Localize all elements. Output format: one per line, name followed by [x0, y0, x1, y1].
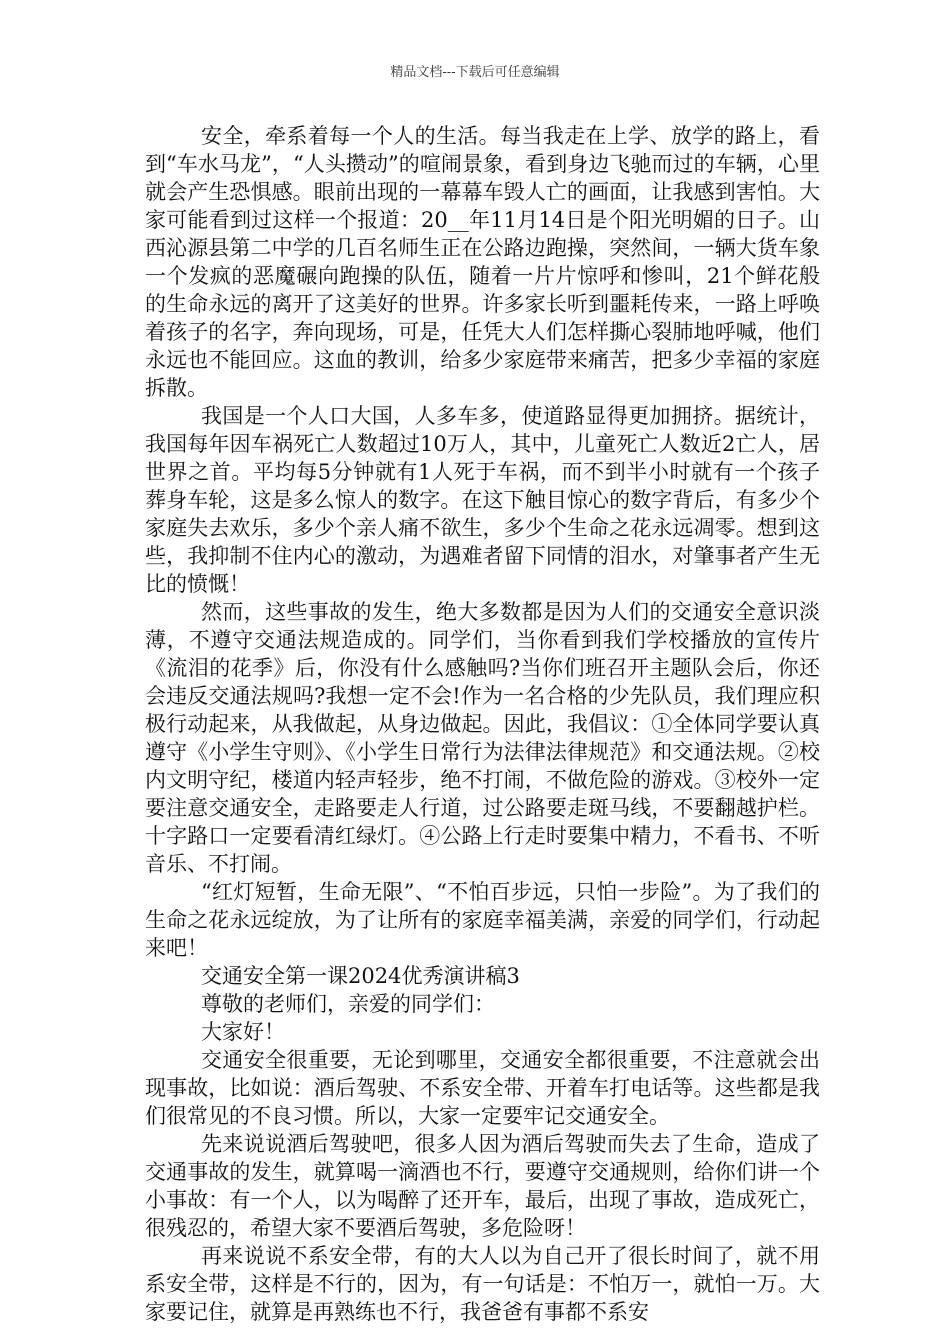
paragraph: 我国是一个人口大国，人多车多，使道路显得更加拥挤。据统计，我国每年因车祸死亡人数超过10万人，其中，儿童死亡人数近2亡人，居世界之首。平均每5分钟就有1人死于车祸，而不到半小时就有一个孩子葬身车轮，这是多么惊人的数字。在这下触目惊心的数字背后，有多少个家庭失去欢乐，多少个亲人痛不欲生，多少个生命之花永远凋零。想到这些，我抑制不住内心的激动，为遇难者留下同情的泪水，对肇事者产生无比的愤慨！: [145, 404, 820, 596]
paragraph: 安全，牵系着每一个人的生活。每当我走在上学、放学的路上，看到“车水马龙”，“人头攒动”的喧闹景象，看到身边飞驰而过的车辆，心里就会产生恐惧感。眼前出现的一幕幕车毁人亡的画面，让我感到害怕。大家可能看到过这样一个报道：20__年11月14日是个阳光明媚的日子。山西沁源县第二中学的几百名师生正在公路边跑操，突然间，一辆大货车象一个发疯的恶魔碾向跑操的队伍，随着一片片惊呼和惨叫，21个鲜花般的生命永远的离开了这美好的世界。许多家长听到噩耗传来，一路上呼唤着孩子的名字，奔向现场，可是，任凭大人们怎样撕心裂肺地呼喊，他们永远也不能回应。这血的教训，给多少家庭带来痛苦，把多少幸福的家庭拆散。: [145, 124, 820, 400]
page-header: 精品文档---下载后可任意编辑: [390, 65, 560, 80]
paragraph: 交通安全很重要，无论到哪里，交通安全都很重要，不注意就会出现事故，比如说：酒后驾驶、不系安全带、开着车打电话等。这些都是我们很常见的不良习惯。所以，大家一定要牢记交通安全。: [145, 1048, 820, 1128]
document-body: [145, 122, 820, 1326]
salutation: 尊敬的老师们，亲爱的同学们：: [201, 992, 495, 1016]
paragraph: 然而，这些事故的发生，绝大多数都是因为人们的交通安全意识淡薄，不遵守交通法规造成的。同学们，当你看到我们学校播放的宣传片《流泪的花季》后，你没有什么感触吗?当你们班召开主题队会后，你还会违反交通法规吗?我想一定不会!作为一名合格的少先队员，我们理应积极行动起来，从我做起，从身边做起。因此，我倡议：①全体同学要认真遵守《小学生守则》、《小学生日常行为法律法律规范》和交通法规。②校内文明守纪，楼道内轻声轻步，绝不打闹，不做危险的游戏。③校外一定要注意交通安全，走路要走人行道，过公路要走斑马线，不要翻越护栏。十字路口一定要看清红绿灯。④公路上行走时要集中精力，不看书、不听音乐、不打闹。: [145, 600, 820, 876]
greeting: 大家好！: [201, 1020, 285, 1044]
section-title: 交通安全第一课2024优秀演讲稿3: [201, 964, 520, 988]
paragraph: 先来说说酒后驾驶吧，很多人因为酒后驾驶而失去了生命，造成了交通事故的发生，就算喝一滴酒也不行，要遵守交通规则，给你们讲一个小事故：有一个人，以为喝醉了还开车，最后，出现了事故，造成死亡，很残忍的，希望大家不要酒后驾驶，多危险呀！: [145, 1132, 820, 1240]
paragraph: “红灯短暂，生命无限”、“不怕百步远，只怕一步险”。为了我们的生命之花永远绽放，为了让所有的家庭幸福美满，亲爱的同学们，行动起来吧！: [145, 880, 820, 960]
paragraph: 再来说说不系安全带，有的大人以为自己开了很长时间了，就不用系安全带，这样是不行的，因为，有一句话是：不怕万一，就怕一万。大家要记住，就算是再熟练也不行，我爸爸有事都不系安: [145, 1244, 820, 1324]
